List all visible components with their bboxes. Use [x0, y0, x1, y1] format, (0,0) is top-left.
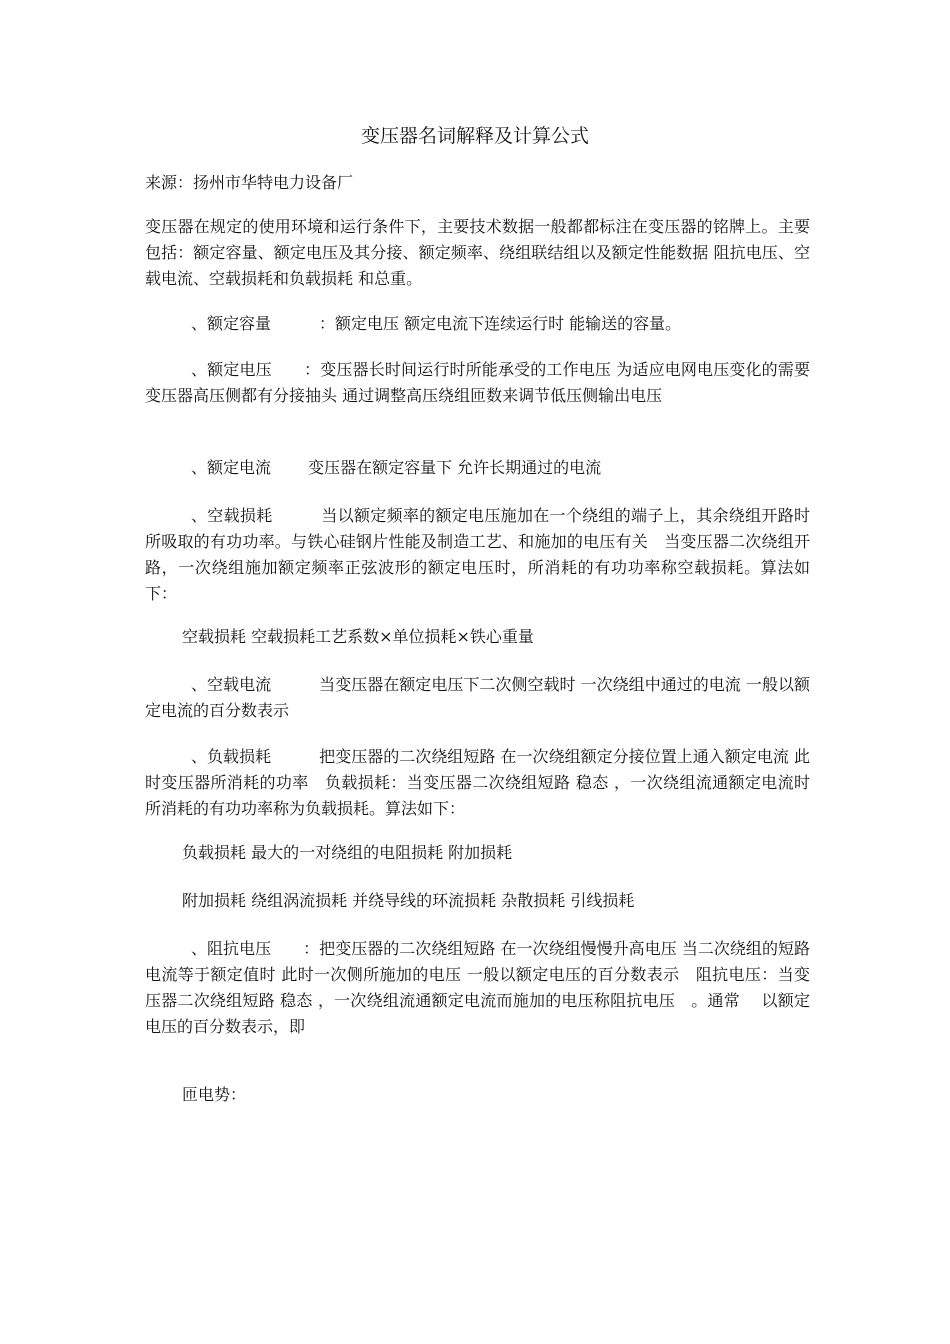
rated-capacity-paragraph: 、额定容量 ：额定电压 额定电流下连续运行时 能输送的容量。	[191, 314, 682, 333]
additional-loss-formula: 附加损耗 绕组涡流损耗 并绕导线的环流损耗 杂散损耗 引线损耗	[182, 891, 635, 910]
page-title: 变压器名词解释及计算公式	[360, 125, 589, 147]
intro-paragraph: 变压器在规定的使用环境和运行条件下，主要技术数据一般都都标注在变压器的铭牌上。主要包括：额定容量、额定电压及其分接、额定频率、绕组联结组以及额定性能数据 阻抗电压、空载电流、空载损耗和负载损耗 和总重。	[145, 217, 810, 288]
load-loss-paragraph: 、负载损耗 把变压器的二次绕组短路 在一次绕组额定分接位置上通入额定电流 此时变压器所消耗的功率 负载损耗：当变压器二次绕组短路 稳态 ，一次绕组流通额定电流时所消耗的有功功率称为负载损耗。算法如下：	[145, 747, 810, 818]
turn-emf-line: 匝电势：	[182, 1085, 247, 1104]
rated-current-paragraph: 、额定电流 变压器在额定容量下 允许长期通过的电流	[191, 458, 602, 477]
no-load-loss-formula: 空载损耗 空载损耗工艺系数×单位损耗×铁心重量	[182, 627, 534, 646]
source-line: 来源：扬州市华特电力设备厂	[145, 173, 354, 192]
rated-voltage-paragraph: 、额定电压 ：变压器长时间运行时所能承受的工作电压 为适应电网电压变化的需要 变压器高压侧都有分接抽头 通过调整高压绕组匝数来调节低压侧输出电压	[145, 360, 810, 405]
load-loss-formula: 负载损耗 最大的一对绕组的电阻损耗 附加损耗	[182, 843, 513, 862]
no-load-current-paragraph: 、空载电流 当变压器在额定电压下二次侧空载时 一次绕组中通过的电流 一般以额定电流的百分数表示	[145, 675, 810, 720]
no-load-loss-paragraph: 、空载损耗 当以额定频率的额定电压施加在一个绕组的端子上，其余绕组开路时所吸取的有功功率。与铁心硅钢片性能及制造工艺、和施加的电压有关 当变压器二次绕组开路，一次绕组施加额定频率正弦波形的额定电压时，所消耗的有功功率称空载损耗。算法如下：	[145, 506, 810, 603]
impedance-voltage-paragraph: 、阻抗电压 ：把变压器的二次绕组短路 在一次绕组慢慢升高电压 当二次绕组的短路电流等于额定值时 此时一次侧所施加的电压 一般以额定电压的百分数表示 阻抗电压：当变压器二次绕组短路 稳态 ，一次绕组流通额定电流而施加的电压称阻抗电压 。通常 以额定电压的百分数表示，即	[145, 939, 810, 1036]
